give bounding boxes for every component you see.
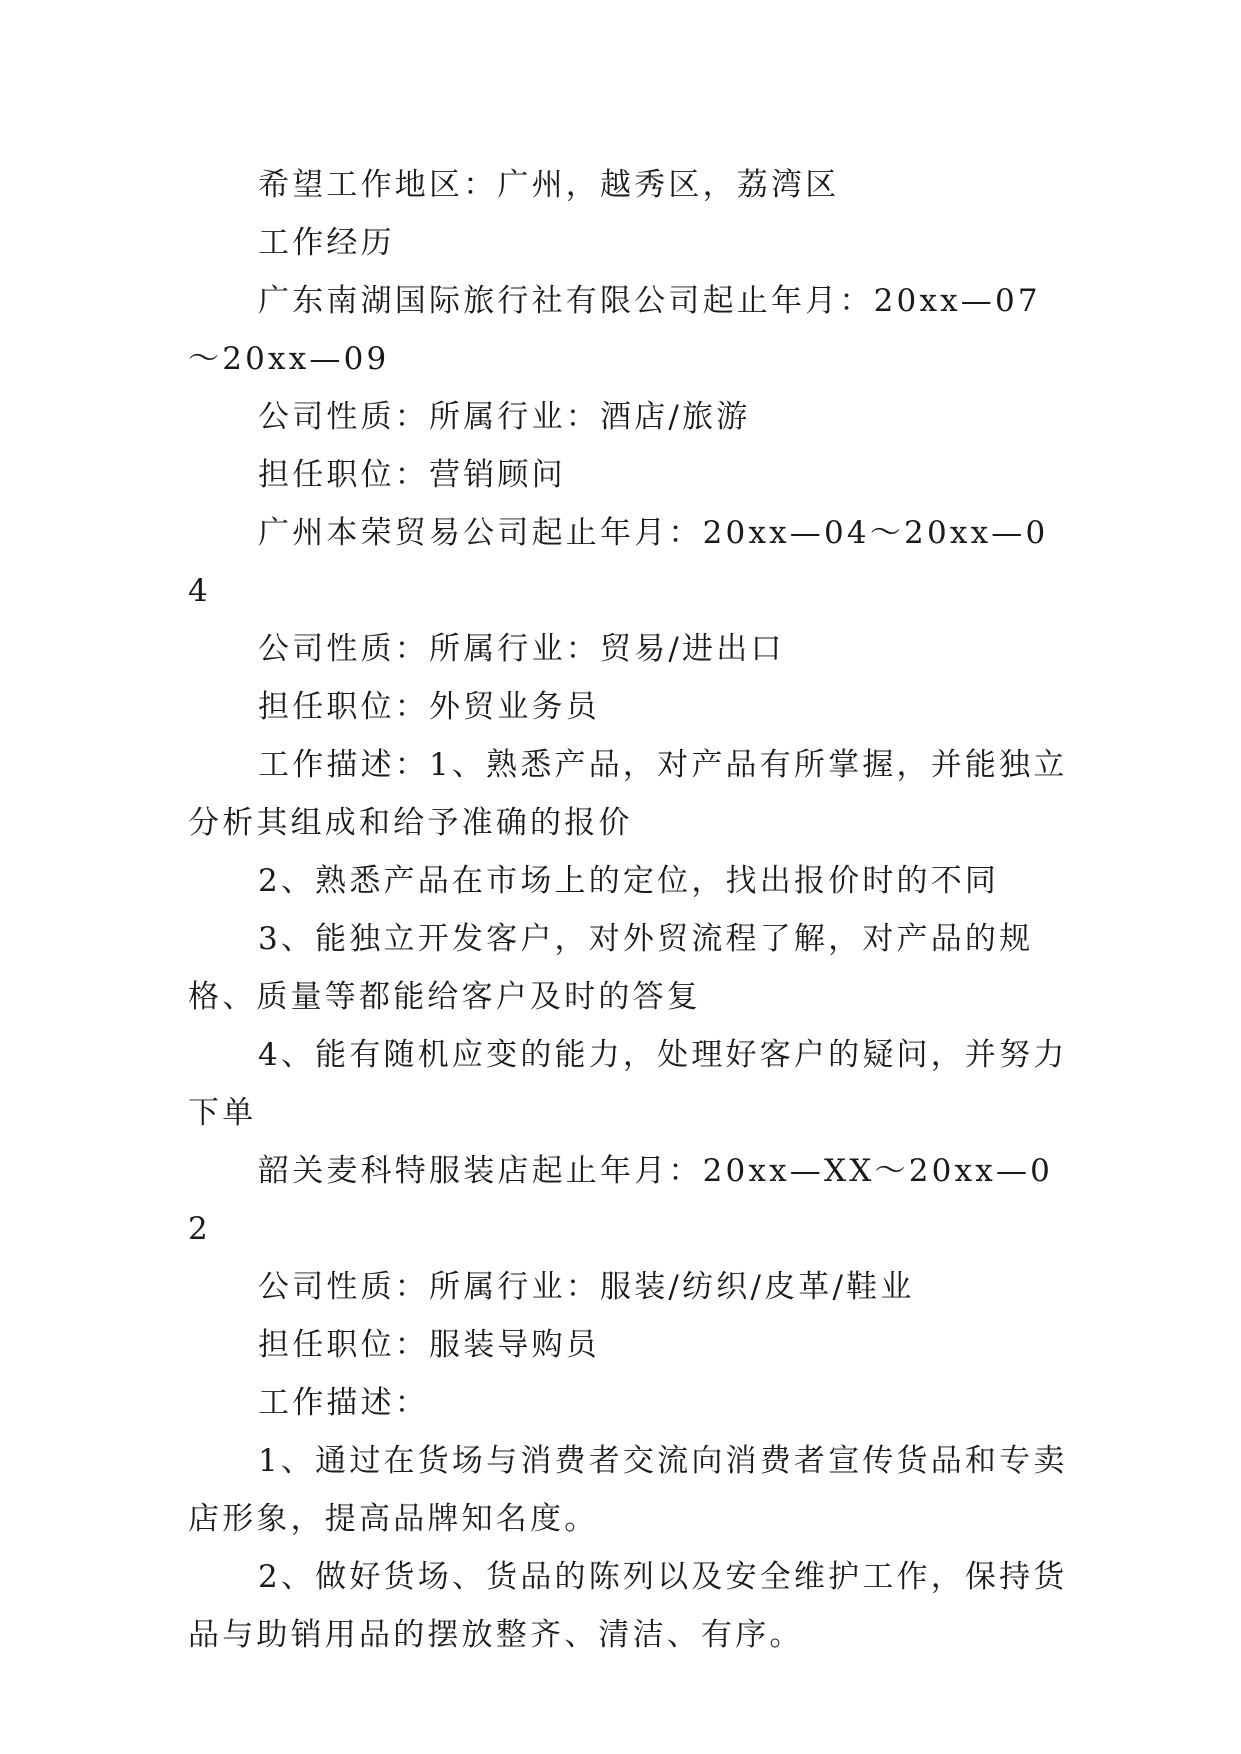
paragraph-work-region: 希望工作地区：广州，越秀区，荔湾区 [258,167,840,203]
paragraph-company-3-position: 担任职位：服装导购员 [258,1327,600,1363]
paragraph-company-3-desc-2: 2、做好货场、货品的陈列以及安全维护工作，保持货品与助销用品的摆放整齐、清洁、有序。 [188,1559,1068,1653]
paragraph-company-1-position: 担任职位：营销顾问 [258,457,566,493]
paragraph-company-3-desc-1: 1、通过在货场与消费者交流向消费者宣传货品和专卖店形象，提高品牌知名度。 [188,1443,1068,1537]
paragraph-company-2-desc-2: 2、熟悉产品在市场上的定位，找出报价时的不同 [258,863,1000,899]
paragraph-company-2-desc-4: 4、能有随机应变的能力，处理好客户的疑问，并努力下单 [188,1037,1068,1131]
paragraph-company-2-desc-3: 3、能独立开发客户，对外贸流程了解，对产品的规格、质量等都能给客户及时的答复 [188,921,1034,1015]
paragraph-company-1-nature: 公司性质：所属行业：酒店/旅游 [258,399,751,435]
paragraph-company-2: 广州本荣贸易公司起止年月：20xx—04～20xx—04 [188,515,1049,609]
paragraph-company-1: 广东南湖国际旅行社有限公司起止年月：20xx—07～20xx—09 [188,283,1041,377]
document-body [188,156,1068,1664]
paragraph-work-history-heading: 工作经历 [258,225,395,261]
paragraph-company-2-position: 担任职位：外贸业务员 [258,689,600,725]
paragraph-company-3-nature: 公司性质：所属行业：服装/纺织/皮革/鞋业 [258,1269,915,1305]
paragraph-company-2-nature: 公司性质：所属行业：贸易/进出口 [258,631,785,667]
paragraph-company-2-desc-1: 工作描述：1、熟悉产品，对产品有所掌握，并能独立分析其组成和给予准确的报价 [188,747,1068,841]
paragraph-company-3: 韶关麦科特服装店起止年月：20xx—XX～20xx—02 [188,1153,1054,1247]
paragraph-company-3-desc-heading: 工作描述： [258,1385,429,1421]
